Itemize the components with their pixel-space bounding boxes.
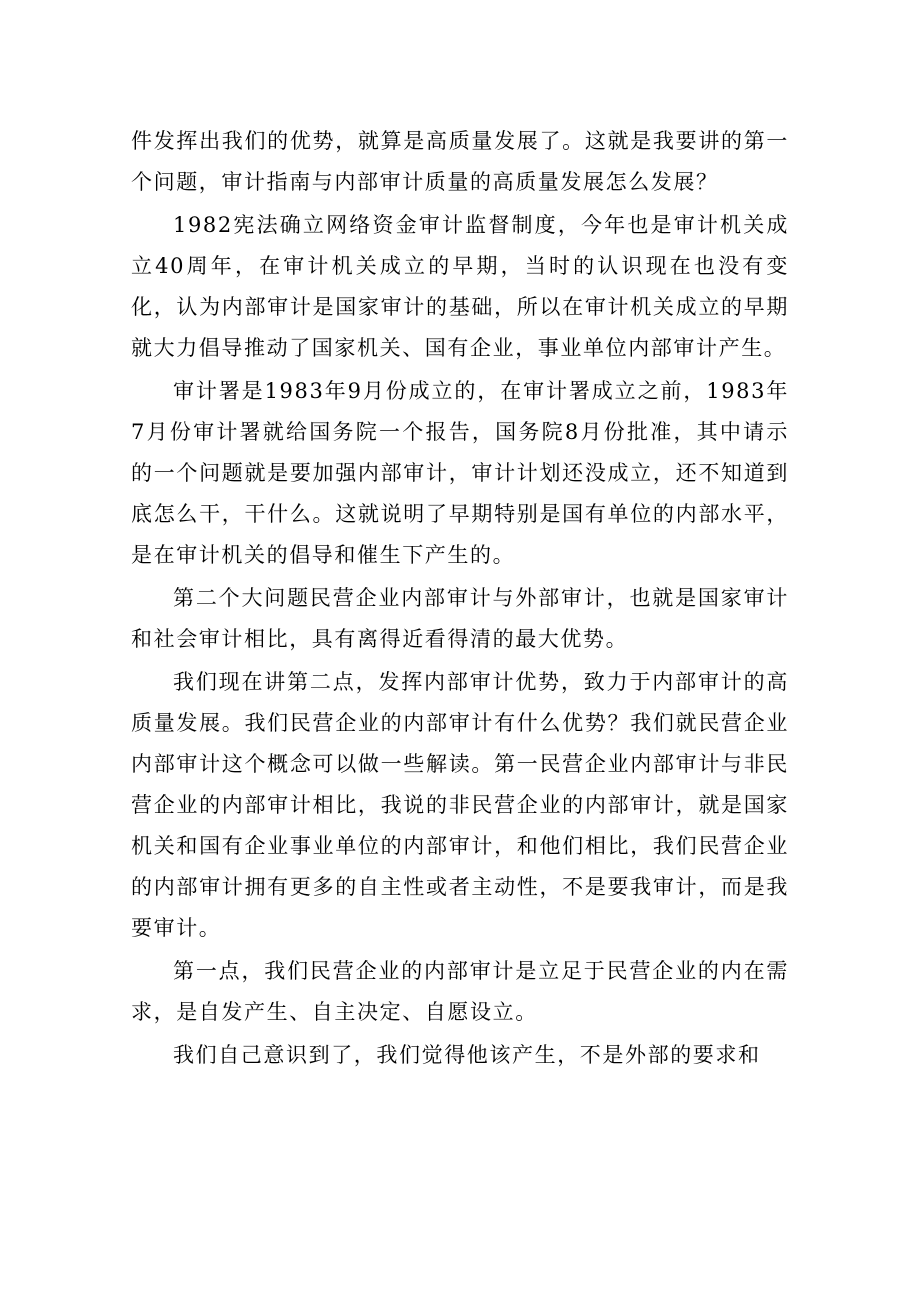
paragraph-2: 1982宪法确立网络资金审计监督制度，今年也是审计机关成立40周年，在审计机关成立的早期，当时的认识现在也没有变化，认为内部审计是国家审计的基础，所以在审计机关成立的早期就大力倡导推动了国家机关、国有企业，事业单位内部审计产生。 [131, 213, 789, 360]
paragraph-1: 件发挥出我们的优势，就算是高质量发展了。这就是我要讲的第一个问题，审计指南与内部审计质量的高质量发展怎么发展？ [131, 129, 789, 194]
paragraph-4: 第二个大问题民营企业内部审计与外部审计，也就是国家审计和社会审计相比，具有离得近看得清的最大优势。 [131, 586, 789, 651]
paragraph-5: 我们现在讲第二点，发挥内部审计优势，致力于内部审计的高质量发展。我们民营企业的内部审计有什么优势？我们就民营企业内部审计这个概念可以做一些解读。第一民营企业内部审计与非民营企业的内部审计相比，我说的非民营企业的内部审计，就是国家机关和国有企业事业单位的内部审计，和他们相比，我们民营企业的内部审计拥有更多的自主性或者主动性，不是要我审计，而是我要审计。 [131, 670, 789, 940]
paragraph-6: 第一点，我们民营企业的内部审计是立足于民营企业的内在需求，是自发产生、自主决定、自愿设立。 [131, 959, 789, 1024]
paragraph-3: 审计署是1983年9月份成立的，在审计署成立之前，1983年7月份审计署就给国务院一个报告，国务院8月份批准，其中请示的一个问题就是要加强内部审计，审计计划还没成立，还不知道到底怎么干，干什么。这就说明了早期特别是国有单位的内部水平，是在审计机关的倡导和催生下产生的。 [131, 379, 789, 567]
paragraph-7: 我们自己意识到了，我们觉得他该产生，不是外部的要求和 [173, 1043, 761, 1067]
body-text [131, 121, 789, 1078]
